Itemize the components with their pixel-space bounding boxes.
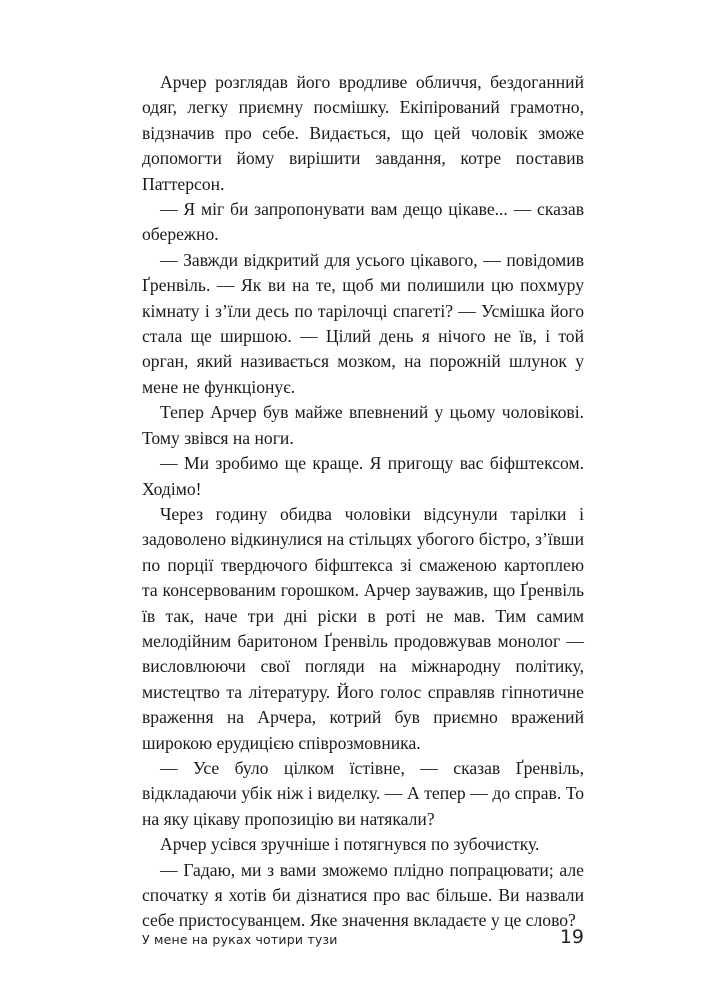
body-text bbox=[142, 70, 584, 934]
paragraph: — Я міг би запропонувати вам дещо цікаве... — сказав обережно. bbox=[142, 199, 584, 245]
page-footer bbox=[142, 926, 584, 950]
paragraph: Через годину обидва чоловіки відсунули тарілки і задоволено відкинулися на стільцях убогого бістро, з’ївши по порції твердючого біфштекса зі смаженою картоплею та консервованим горошком. Арчер зауважив, що Ґренвіль їв так, наче три дні ріски в роті не мав. Тим самим мелодійним баритоном Ґренвіль продовжував монолог — висловлюючи свої погляди на міжнародну політику, мистецтво та літературу. Його голос справляв гіпнотичне враження на Арчера, котрий був приємно вражений широкою ерудицією співрозмовника. bbox=[142, 503, 584, 753]
paragraph: Арчер усівся зручніше і потягнувся по зубочистку. bbox=[160, 834, 540, 855]
paragraph: Тепер Арчер був майже впевнений у цьому чоловікові. Тому звівся на ноги. bbox=[142, 402, 584, 448]
running-title: У мене на руках чотири тузи bbox=[142, 932, 338, 947]
paragraph: — Ми зробимо ще краще. Я пригощу вас біфштексом. Ходімо! bbox=[142, 453, 584, 499]
paragraph: — Завжди відкритий для усього цікавого, — повідомив Ґренвіль. — Як ви на те, щоб ми полишили цю похмуру кімнату і з’їли десь по тарілочці спагеті? — Усмішка його стала ще ширшою. — Цілий день я нічого не їв, і той орган, який називається мозком, на порожній шлунок у мене не функціонує. bbox=[142, 249, 584, 397]
paragraph: — Гадаю, ми з вами зможемо плідно попрацювати; але спочатку я хотів би дізнатися про вас більше. Ви назвали себе пристосуванцем. Яке значення вкладаєте у це слово? bbox=[142, 859, 584, 931]
paragraph: Арчер розглядав його вродливе обличчя, бездоганний одяг, легку приємну посмішку. Екіпірований грамотно, відзначив про себе. Видається, що цей чоловік зможе допомогти йому вирішити завдання, котре поставив Паттерсон. bbox=[142, 72, 584, 194]
paragraph: — Усе було цілком їстівне, — сказав Ґренвіль, відкладаючи убік ніж і виделку. — А тепер — до справ. То на яку цікаву пропозицію ви натякали? bbox=[142, 757, 584, 829]
page-number: 19 bbox=[559, 926, 584, 948]
